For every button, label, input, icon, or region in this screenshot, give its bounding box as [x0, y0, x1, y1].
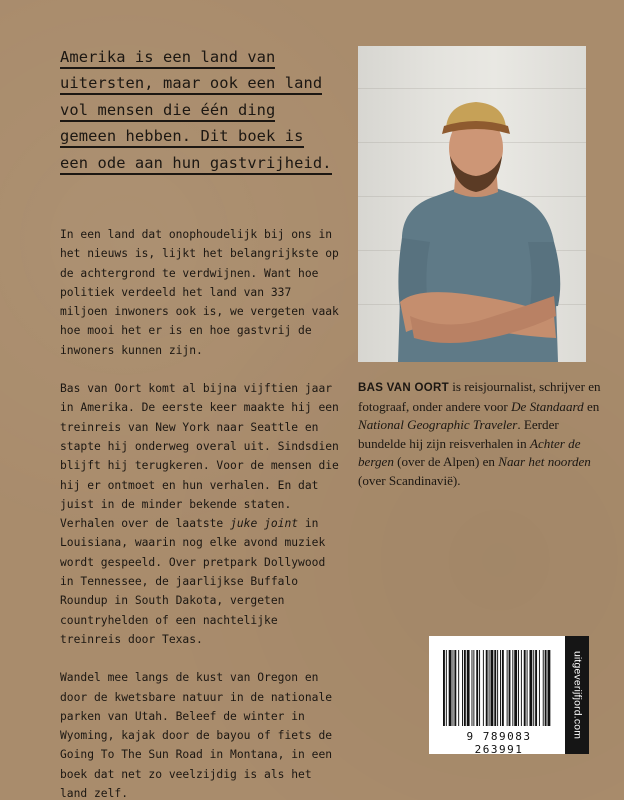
blurb-paragraph-3: Verhalen over de laatste juke joint in Louisiana, waarin nog elke avond muziek wordt gespeeld. Over pretpark Dollywood in Tennessee, de jaarlijkse Buffalo Roundup in South Dakota, vergeten countryhelden of een nachtelijke treinreis door Texas.	[60, 517, 326, 646]
barcode-bar	[473, 650, 474, 726]
barcode-bar	[443, 650, 445, 726]
book-title: Naar het noorden	[498, 454, 591, 469]
tagline-line: Amerika is een land van	[60, 44, 350, 70]
barcode-bar	[472, 650, 473, 726]
author-portrait-illustration	[358, 46, 586, 362]
author-photo	[358, 46, 586, 362]
barcode-bar	[497, 650, 498, 726]
publisher-url: uitgeverijfjord.com	[571, 650, 583, 740]
isbn-barcode	[429, 636, 565, 754]
barcode-bar	[512, 650, 513, 726]
tagline-line: uitersten, maar ook een land	[60, 70, 350, 96]
barcode-bar	[500, 650, 501, 726]
blurb-text	[60, 225, 345, 800]
barcode-bar	[533, 650, 534, 726]
author-name: BAS VAN OORT	[358, 382, 449, 394]
blurb-paragraph-2: Bas van Oort komt al bijna vijftien jaar in Amerika. De eerste keer maakte hij een treinreis van New York naar Seattle en stapte hij onderweg overal uit. Sindsdien blijft hij terugkeren. Voor de mensen die hij er ontmoet en hun verhalen. En dat juist in de minder bekende staten.	[60, 382, 339, 511]
barcode-bar	[454, 650, 456, 726]
blurb-paragraph-4: Wandel mee langs de kust van Oregon en door de kwetsbare natuur in de nationale parken van Utah. Beleef de winter in Wyoming, kajak door de bayou of fiets de Going To The Sun Road in Montana, in een boek dat net zo veelzijdig is als het land zelf.	[60, 671, 333, 800]
barcode-bars	[443, 650, 551, 726]
media-title: De Standaard	[511, 398, 584, 414]
tagline-line: een ode aan hun gastvrijheid.	[60, 150, 350, 176]
barcode-bar	[486, 650, 488, 726]
barcode-bar	[494, 650, 496, 726]
blurb-paragraph-1: In een land dat onophoudelijk bij ons in het nieuws is, lijkt het belangrijkste op de achtergrond te verdwijnen. Want hoe politiek verdeeld het land van 337 miljoen inwoners ook is, we vergeten vaak hoe mooi het er is en hoe gastvrij de inwoners kunnen zijn.	[60, 228, 339, 357]
barcode-bar	[507, 650, 508, 726]
author-bio: BAS VAN OORT is reisjournalist, schrijver en fotograaf, onder andere voor De Standaard en National Geographic Traveler. Eerder bundelde hij zijn reisverhalen in Achter de bergen (over de Alpen) en Naar het noorden (over Scandinavië).	[358, 379, 601, 488]
barcode-bar	[467, 650, 470, 726]
barcode-bar	[535, 650, 537, 726]
barcode-bar	[502, 650, 504, 726]
back-cover-tagline	[60, 44, 350, 176]
barcode-bar	[521, 650, 522, 726]
tagline-line: gemeen hebben. Dit boek is	[60, 123, 350, 149]
barcode-bar	[476, 650, 478, 726]
barcode-bar	[539, 650, 540, 726]
barcode-bar	[449, 650, 452, 726]
barcode-bar	[462, 650, 463, 726]
tagline-line: vol mensen die één ding	[60, 97, 350, 123]
isbn-number: 9 789083 263991	[466, 730, 532, 756]
barcode-bar	[548, 650, 551, 726]
barcode-bar	[514, 650, 517, 726]
publisher-strip	[565, 636, 589, 754]
media-title: National Geographic Traveler	[358, 417, 518, 432]
barcode-bar	[489, 650, 490, 726]
barcode-bar	[527, 650, 528, 726]
barcode-bar	[464, 650, 466, 726]
barcode-bar	[453, 650, 454, 726]
book-title: Achter de bergen	[358, 435, 581, 469]
barcode-bar	[458, 650, 459, 726]
barcode-bar	[518, 650, 519, 726]
barcode-bar	[529, 650, 532, 726]
barcode-bar	[479, 650, 480, 726]
barcode-bar	[545, 650, 547, 726]
barcode-bar	[524, 650, 526, 726]
barcode-bar	[446, 650, 447, 726]
barcode-bar	[543, 650, 544, 726]
barcode-bar	[483, 650, 484, 726]
barcode-bar	[491, 650, 494, 726]
barcode-bar	[509, 650, 511, 726]
